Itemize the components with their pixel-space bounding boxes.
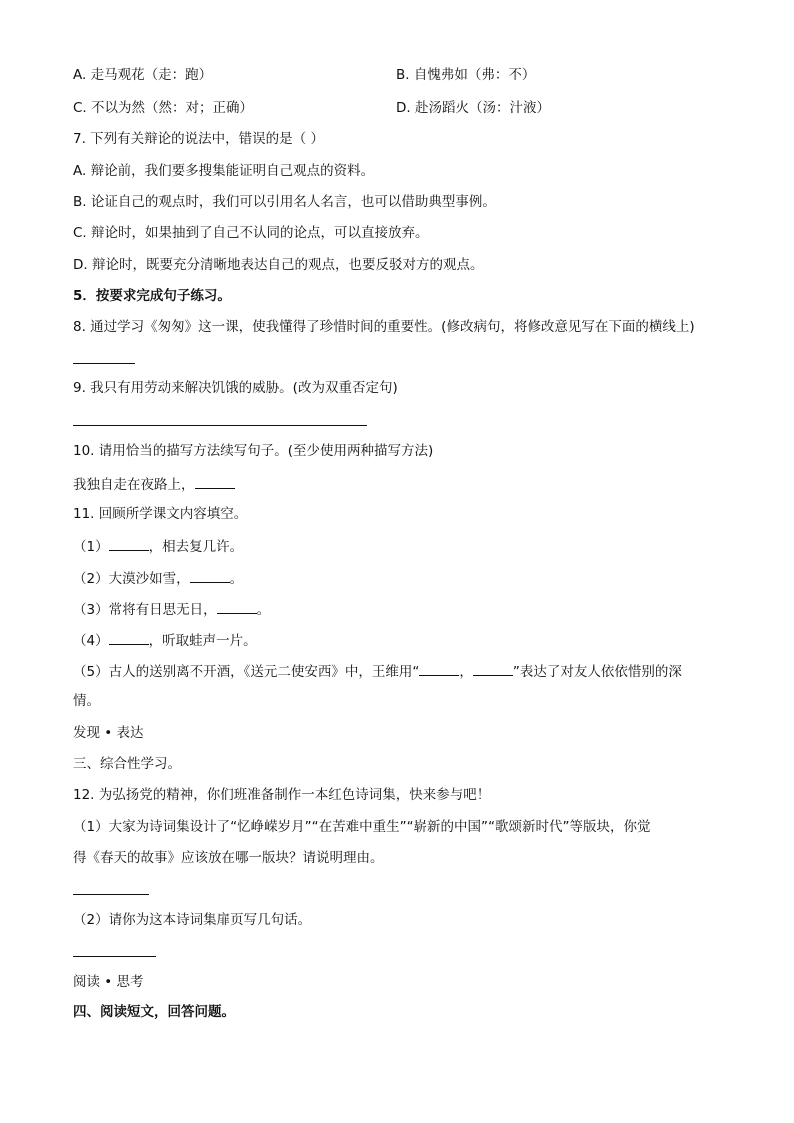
question-9-stem: 9. 我只有用劳动来解决饥饿的威胁。(改为双重否定句) bbox=[73, 380, 398, 396]
option-7c: C. 辩论时，如果抽到了自己不认同的论点，可以直接放弃。 bbox=[73, 225, 429, 241]
question-10-stem: 10. 请用恰当的描写方法续写句子。(至少使用两种描写方法) bbox=[73, 443, 434, 459]
section-5-heading: 5．按要求完成句子练习。 bbox=[73, 288, 231, 304]
option-6a: A. 走马观花（走：跑） bbox=[73, 67, 213, 83]
part-5-separator: ， bbox=[459, 664, 473, 680]
heading-discover-express: 发现 • 表达 bbox=[73, 725, 144, 741]
option-7b: B. 论证自己的观点时，我们可以引用名人名言，也可以借助典型事例。 bbox=[73, 194, 496, 210]
option-7a: A. 辩论前，我们要多搜集能证明自己观点的资料。 bbox=[73, 163, 375, 179]
part-1-number: （1） bbox=[73, 539, 109, 555]
question-11-part-4 bbox=[73, 630, 257, 650]
question-12-part-1-line-2: 得《春天的故事》应该放在哪一版块？请说明理由。 bbox=[73, 850, 384, 866]
part-5-suffix: ”表达了对友人依依惜别的深 bbox=[512, 664, 682, 680]
part-2-text: （2）大漠沙如雪， bbox=[73, 571, 190, 587]
part-4-number: （4） bbox=[73, 633, 109, 649]
answer-line-8 bbox=[73, 363, 135, 364]
blank-11-1 bbox=[109, 536, 149, 551]
answer-line-12-2 bbox=[73, 956, 156, 957]
blank-11-2 bbox=[190, 568, 230, 583]
option-6d: D. 赴汤蹈火（汤：汁液） bbox=[396, 100, 550, 116]
question-10-line bbox=[73, 474, 235, 494]
blank-11-3 bbox=[217, 599, 257, 614]
question-11-stem: 11. 回顾所学课文内容填空。 bbox=[73, 506, 248, 522]
blank-10 bbox=[195, 474, 235, 489]
part-3-text: （3）常将有日思无日， bbox=[73, 602, 217, 618]
question-11-part-5-cont: 情。 bbox=[73, 693, 100, 709]
question-8-stem: 8. 通过学习《匆匆》这一课，使我懂得了珍惜时间的重要性。(修改病句，将修改意见写在下面的横线上) bbox=[73, 319, 695, 335]
option-6c: C. 不以为然（然：对；正确） bbox=[73, 100, 254, 116]
part-3-end: 。 bbox=[256, 602, 271, 618]
answer-line-12-1 bbox=[73, 894, 149, 895]
question-12-part-1-line-1: （1）大家为诗词集设计了“忆峥嵘岁月”“在苦难中重生”“崭新的中国”“歌颂新时代”等版块，你觉 bbox=[73, 819, 651, 835]
question-11-part-3 bbox=[73, 599, 270, 619]
answer-line-9 bbox=[73, 425, 367, 426]
section-3-heading: 三、综合性学习。 bbox=[73, 756, 181, 772]
question-12-part-2: （2）请你为这本诗词集扉页写几句话。 bbox=[73, 912, 312, 928]
question-10-prompt: 我独自走在夜路上， bbox=[73, 477, 195, 493]
question-11-part-1 bbox=[73, 536, 243, 556]
question-7-stem: 7. 下列有关辩论的说法中，错误的是（ ） bbox=[73, 131, 324, 147]
question-11-part-5 bbox=[73, 661, 682, 681]
part-5-prefix: （5）古人的送别离不开酒，《送元二使安西》中，王维用“ bbox=[73, 664, 420, 680]
blank-11-5b bbox=[473, 661, 513, 676]
part-4-text: ，听取蛙声一片。 bbox=[148, 633, 257, 649]
question-11-part-2 bbox=[73, 568, 243, 588]
part-1-text: ，相去复几许。 bbox=[148, 539, 244, 555]
option-6b: B. 自愧弗如（弗：不） bbox=[396, 67, 536, 83]
section-4-heading: 四、阅读短文，回答问题。 bbox=[73, 1004, 235, 1020]
question-12-stem: 12. 为弘扬党的精神，你们班准备制作一本红色诗词集，快来参与吧！ bbox=[73, 787, 491, 803]
part-2-end: 。 bbox=[229, 571, 244, 587]
blank-11-5a bbox=[419, 661, 459, 676]
blank-11-4 bbox=[109, 630, 149, 645]
option-7d: D. 辩论时，既要充分清晰地表达自己的观点，也要反驳对方的观点。 bbox=[73, 257, 484, 273]
heading-read-think: 阅读 • 思考 bbox=[73, 974, 144, 990]
